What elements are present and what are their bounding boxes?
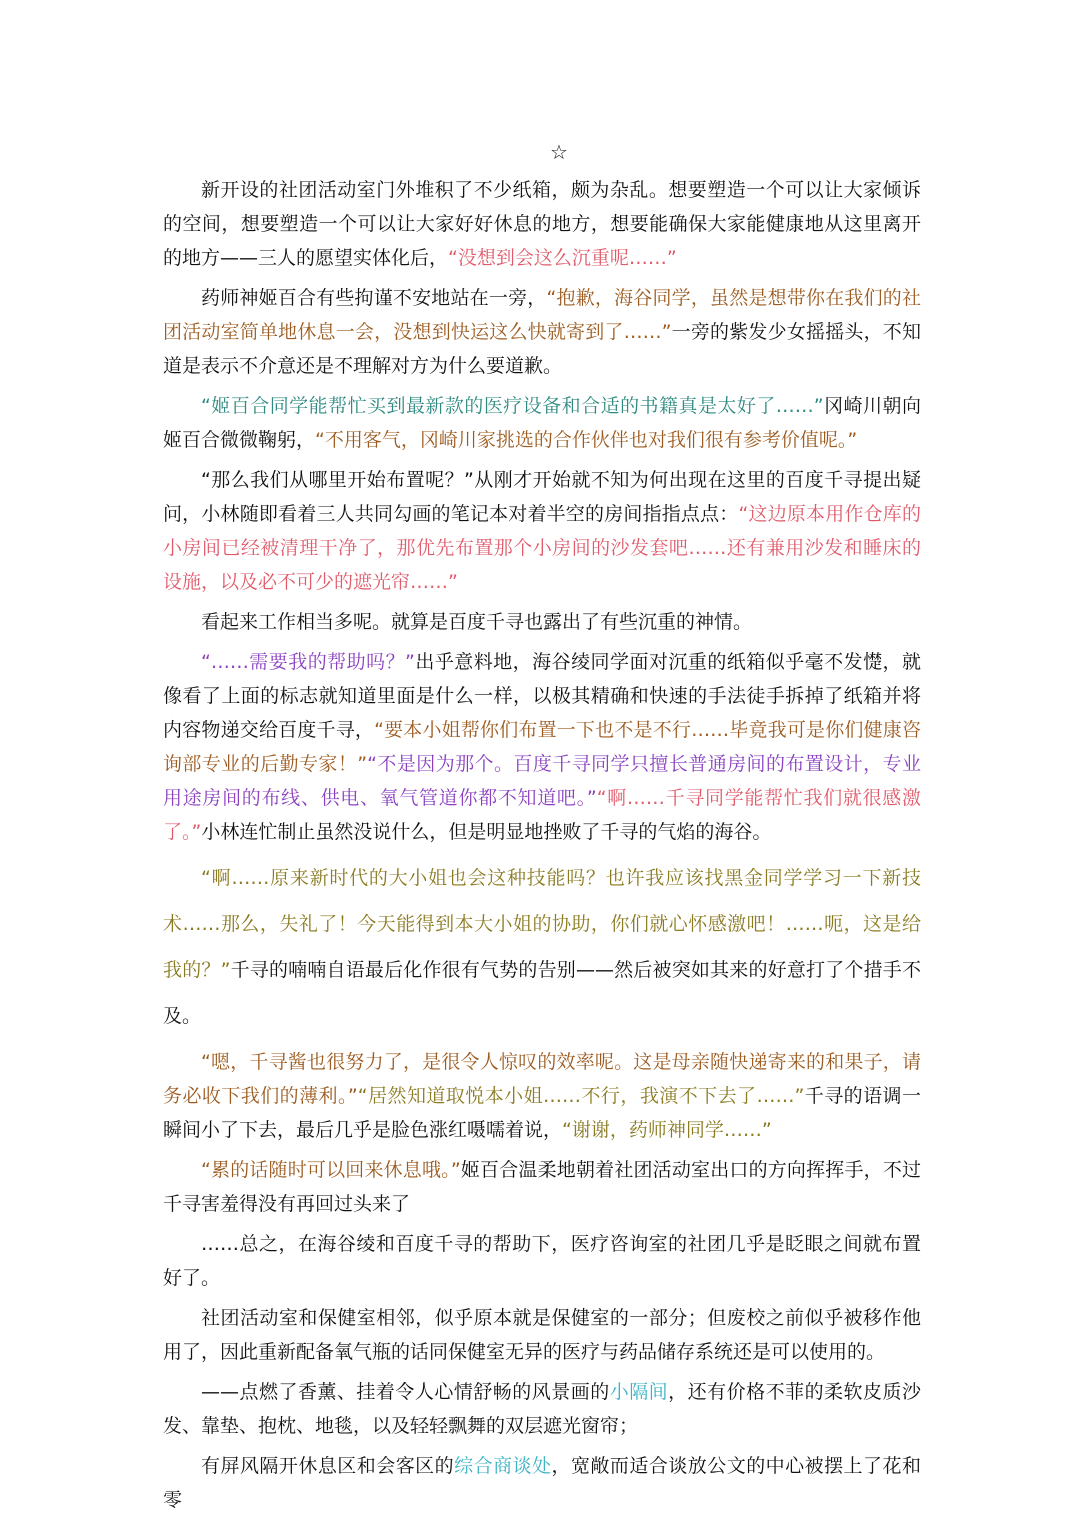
paragraph-8 (163, 1045, 921, 1147)
dialogue-span: “啊……原来新时代的大小姐也会这种技能吗？也许我应该找黑金同学学习一下新技术……那么，失礼了！今天能得到本大小姐的协助，你们就心怀感激吧！……呃，这是给我的？” (163, 867, 921, 981)
paragraph-13 (163, 1449, 921, 1517)
dialogue-span: 综合商谈处 (454, 1455, 552, 1477)
paragraph-9 (163, 1153, 921, 1221)
narration-span: ——点燃了香薰、挂着令人心情舒畅的风景画的 (201, 1381, 610, 1403)
narration-span: 冈崎川朝向姬百合微微鞠躬， (163, 395, 921, 451)
narration-span: ，宽敞而适合谈放公文的中心被摆上了花和零 (163, 1455, 921, 1511)
dialogue-span: “姬百合同学能帮忙买到最新款的医疗设备和合适的书籍真是太好了……” (201, 395, 824, 417)
dialogue-span: 小隔间 (609, 1381, 669, 1403)
narration-span: 出乎意料地，海谷绫同学面对沉重的纸箱似乎毫不发憷，就像看了上面的标志就知道里面是什么一样，以极其精确和快速的手法徒手拆掉了纸箱并将内容物递交给百度千寻， (163, 651, 921, 741)
paragraph-4 (163, 463, 921, 599)
narration-span: 千寻的喃喃自语最后化作很有气势的告别——然后被突如其来的好意打了个措手不及。 (163, 959, 922, 1027)
narration-span: 有屏风隔开休息区和会客区的 (201, 1455, 455, 1477)
paragraph-10 (163, 1227, 921, 1295)
story-body (163, 173, 921, 1517)
dialogue-span: “没想到会这么沉重呢……” (448, 247, 677, 269)
narration-span: 千寻的语调一瞬间小了下去，最后几乎是脸色涨红嗫嚅着说， (163, 1085, 921, 1141)
dialogue-span: “谢谢，药师神同学……” (562, 1119, 772, 1141)
narration-span: 看起来工作相当多呢。就算是百度千寻也露出了有些沉重的神情。 (201, 611, 753, 633)
dialogue-span: “要本小姐帮你们布置一下也不是不行……毕竟我可是你们健康咨询部专业的后勤专家！” (163, 719, 921, 775)
narration-span: 小林连忙制止虽然没说什么，但是明显地挫败了千寻的气焰的海谷。 (201, 821, 772, 843)
paragraph-7 (163, 855, 921, 1039)
paragraph-6 (163, 645, 921, 849)
narration-span: 药师神姬百合有些拘谨不安地站在一旁， (201, 287, 547, 309)
narration-span: ……总之，在海谷绫和百度千寻的帮助下，医疗咨询室的社团几乎是眨眼之间就布置好了。 (163, 1233, 921, 1289)
dialogue-span: “不是因为那个。百度千寻同学只擅长普通房间的布置设计，专业用途房间的布线、供电、氧气管道你都不知道吧。” (163, 753, 921, 809)
dialogue-span: “啊……千寻同学能帮忙我们就很感激了。” (163, 787, 921, 843)
paragraph-11 (163, 1301, 921, 1369)
paragraph-2 (163, 281, 921, 383)
dialogue-span: “这边原本用作仓库的小房间已经被清理干净了，那优先布置那个小房间的沙发套吧……还有兼用沙发和睡床的设施，以及必不可少的遮光帘……” (163, 503, 921, 593)
dialogue-span: “不用客气，冈崎川家挑选的合作伙伴也对我们很有参考价值呢。” (315, 429, 858, 451)
dialogue-span: “居然知道取悦本小姐……不行，我演不下去了……” (357, 1085, 805, 1107)
star-ornament: ☆ (550, 140, 568, 164)
dialogue-span: “嗯，千寻酱也很努力了，是很令人惊叹的效率呢。这是母亲随快递寄来的和果子，请务必收下我们的薄利。” (163, 1051, 921, 1107)
paragraph-5 (163, 605, 921, 639)
narration-span: ，还有价格不菲的柔软皮质沙发、靠垫、抱枕、地毯，以及轻轻飘舞的双层遮光窗帘； (163, 1381, 921, 1437)
paragraph-3 (163, 389, 921, 457)
dialogue-span: “……需要我的帮助吗？” (201, 651, 415, 673)
paragraph-12 (163, 1375, 921, 1443)
dialogue-span: “累的话随时可以回来休息哦。” (201, 1159, 461, 1181)
paragraph-1 (163, 173, 921, 275)
narration-span: 社团活动室和保健室相邻，似乎原本就是保健室的一部分；但废校之前似乎被移作他用了，因此重新配备氧气瓶的话同保健室无异的医疗与药品储存系统还是可以使用的。 (163, 1307, 921, 1363)
narration-span: 一旁的紫发少女摇摇头，不知道是表示不介意还是不理解对方为什么要道歉。 (163, 321, 921, 377)
narration-span: 姬百合温柔地朝着社团活动室出口的方向挥挥手，不过千寻害羞得没有再回过头来了 (163, 1159, 921, 1215)
narration-span: “那么我们从哪里开始布置呢？”从刚才开始就不知为何出现在这里的百度千寻提出疑问，小林随即看着三人共同勾画的笔记本对着半空的房间指指点点： (163, 469, 921, 525)
narration-span: 新开设的社团活动室门外堆积了不少纸箱，颇为杂乱。想要塑造一个可以让大家倾诉的空间，想要塑造一个可以让大家好好休息的地方，想要能确保大家能健康地从这里离开的地方——三人的愿望实体化后， (163, 179, 921, 269)
dialogue-span: “抱歉，海谷同学，虽然是想带你在我们的社团活动室简单地休息一会，没想到快运这么快就寄到了……” (163, 287, 921, 343)
